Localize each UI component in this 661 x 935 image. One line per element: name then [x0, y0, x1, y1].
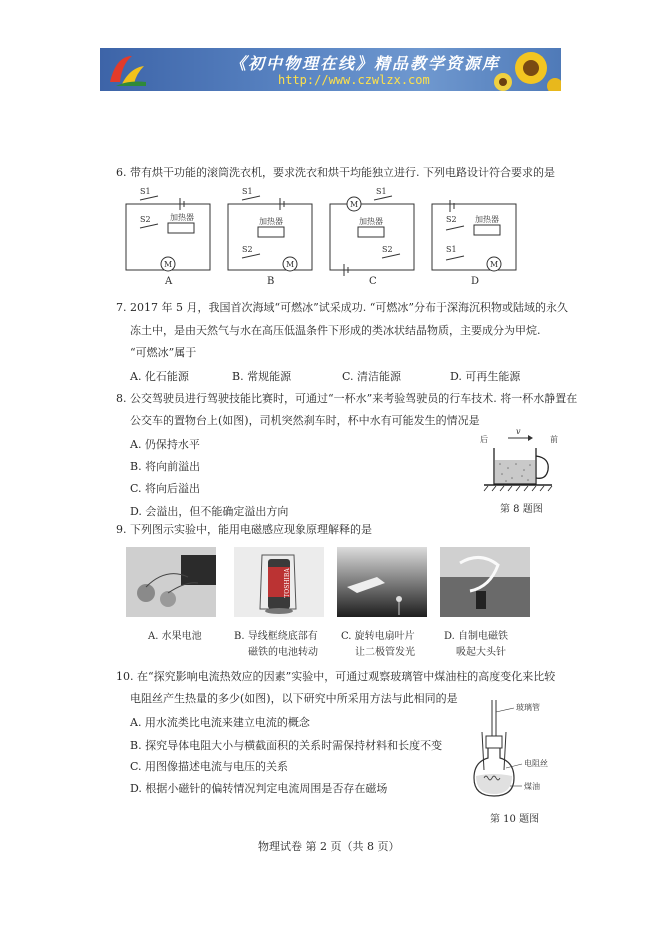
q8-option-a: A. 仍保持水平 — [130, 438, 200, 451]
circuit-d — [432, 200, 516, 271]
q7-option-a: A. 化石能源 — [130, 370, 189, 383]
q6-label-c: C — [369, 276, 377, 287]
q10-option-b: B. 探究导体电阻大小与横截面积的关系时需保持材料和长度不变 — [130, 739, 443, 752]
svg-text:后: 后 — [480, 435, 488, 444]
q10-option-a: A. 用水流类比电流来建立电流的概念 — [130, 716, 310, 729]
q10-line1: 10. 在“探究影响电流热效应的因素”实验中，可通过观察玻璃管中煤油柱的高度变化来比较 — [116, 670, 556, 683]
svg-text:前: 前 — [550, 435, 558, 444]
circuit-c — [330, 196, 414, 276]
svg-text:S2: S2 — [382, 245, 393, 254]
svg-text:加热器: 加热器 — [170, 213, 194, 222]
svg-text:S2: S2 — [140, 215, 151, 224]
svg-text:TOSHIBA: TOSHIBA — [284, 568, 291, 598]
q6-label-a: A — [165, 276, 173, 287]
q7-line2: 冻土中，是由天然气与水在高压低温条件下形成的类冰状结晶物质，主要成分为甲烷. — [130, 324, 541, 337]
svg-text:S2: S2 — [242, 245, 253, 254]
q10-line2: 电阻丝产生热量的多少(如图)，以下研究中所采用方法与此相同的是 — [130, 692, 458, 705]
q9-option-d-l2: 吸起大头针 — [456, 647, 506, 658]
svg-text:S1: S1 — [446, 245, 457, 254]
svg-text:S1: S1 — [140, 187, 151, 196]
q7-option-d: D. 可再生能源 — [450, 370, 521, 383]
q9-photo-b — [234, 547, 324, 617]
q6-label-d: D — [471, 276, 480, 287]
q9-photo-d — [440, 547, 530, 617]
header-banner — [100, 48, 561, 91]
svg-text:加热器: 加热器 — [359, 217, 383, 226]
svg-text:S1: S1 — [376, 187, 387, 196]
q9-option-a-l1: A. 水果电池 — [148, 631, 202, 642]
q6-stem: 6. 带有烘干功能的滚筒洗衣机，要求洗衣和烘干均能独立进行. 下列电路设计符合要求的是 — [116, 166, 555, 179]
svg-text:煤油: 煤油 — [524, 782, 540, 791]
svg-text:玻璃管: 玻璃管 — [516, 703, 540, 712]
q9-option-b-l2: 磁铁的电池转动 — [248, 647, 318, 658]
q8-line2: 公交车的置物台上(如图)，司机突然刹车时，杯中水有可能发生的情况是 — [130, 414, 480, 427]
q8-option-b: B. 将向前溢出 — [130, 460, 201, 473]
svg-text:S2: S2 — [446, 215, 457, 224]
svg-text:M: M — [164, 260, 173, 269]
svg-text:电阻丝: 电阻丝 — [524, 759, 548, 768]
q10-flask-figure — [470, 698, 560, 802]
q8-option-d: D. 会溢出，但不能确定溢出方向 — [130, 505, 289, 518]
svg-text:S1: S1 — [242, 187, 253, 196]
svg-text:M: M — [350, 200, 359, 209]
q9-photo-a — [126, 547, 216, 617]
q10-option-d: D. 根据小磁针的偏转情况判定电流周围是否存在磁场 — [130, 782, 388, 795]
sunflower-icon — [491, 48, 561, 91]
q9-photo-c — [337, 547, 427, 617]
q10-option-c: C. 用图像描述电流与电压的关系 — [130, 760, 289, 773]
q8-option-c: C. 将向后溢出 — [130, 482, 201, 495]
site-logo-icon — [106, 52, 148, 88]
svg-text:M: M — [490, 260, 499, 269]
q7-line3: “可燃冰”属于 — [130, 346, 197, 359]
q7-option-c: C. 清洁能源 — [342, 370, 402, 383]
q8-caption: 第 8 题图 — [500, 504, 543, 515]
q10-caption: 第 10 题图 — [490, 814, 540, 825]
q9-option-c-l1: C. 旋转电扇叶片 — [341, 631, 415, 642]
q9-option-b-l1: B. 导线框绕底部有 — [234, 631, 318, 642]
page-footer: 物理试卷 第 2 页（共 8 页） — [258, 840, 400, 853]
q9-stem: 9. 下列图示实验中，能用电磁感应现象原理解释的是 — [116, 523, 372, 536]
svg-text:加热器: 加热器 — [475, 215, 499, 224]
q6-circuits — [118, 184, 548, 290]
q8-cup-figure — [478, 428, 560, 498]
circuit-b — [228, 196, 312, 271]
q7-line1: 7. 2017 年 5 月，我国首次海域“可燃冰”试采成功. “可燃冰”分布于深海沉积物或陆域的永久 — [116, 301, 568, 314]
svg-text:v: v — [516, 428, 521, 436]
q6-label-b: B — [267, 276, 275, 287]
q8-line1: 8. 公交驾驶员进行驾驶技能比赛时，可通过“一杯水”来考验驾驶员的行车技术. 将一杯水静置在 — [116, 392, 578, 405]
q7-option-b: B. 常规能源 — [232, 370, 292, 383]
svg-text:加热器: 加热器 — [259, 217, 283, 226]
banner-title: 《初中物理在线》精品教学资源库 — [230, 54, 501, 73]
banner-url: http://www.czwlzx.com — [278, 73, 430, 87]
q9-option-d-l1: D. 自制电磁铁 — [444, 631, 509, 642]
q9-option-c-l2: 让二极管发光 — [355, 647, 415, 658]
svg-text:M: M — [286, 260, 295, 269]
